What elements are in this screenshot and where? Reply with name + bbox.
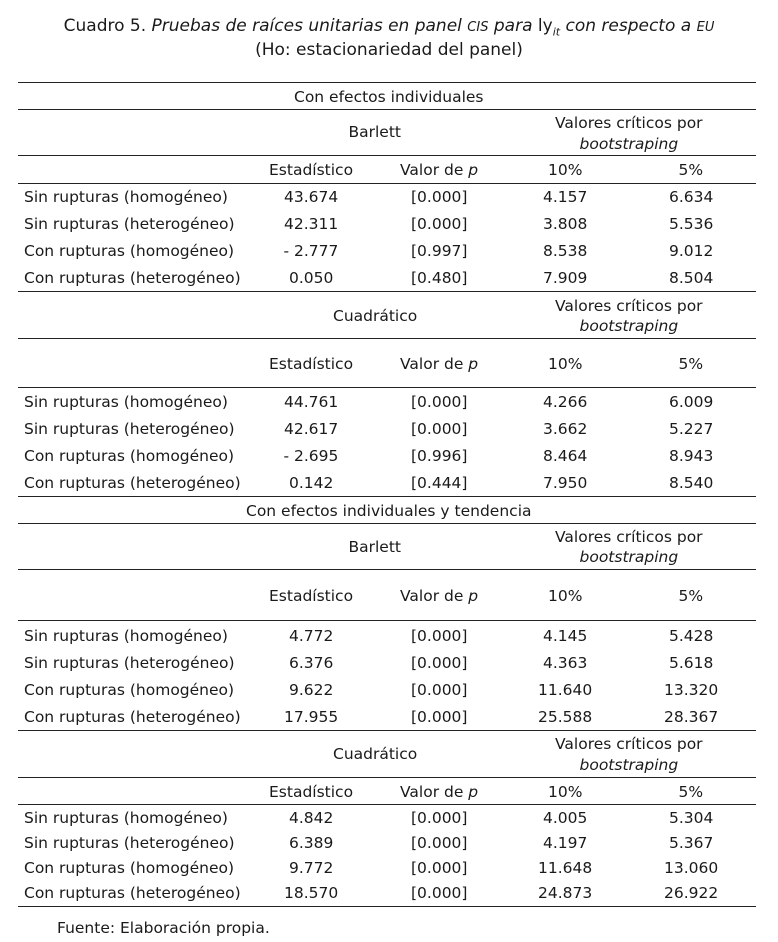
col-header-statistic: Estadístico <box>269 783 354 801</box>
panel-title: Con efectos individuales y tendencia <box>246 502 532 520</box>
bootstraping-label: bootstraping <box>579 317 679 335</box>
caption-smallcaps: CIS <box>467 20 489 35</box>
cell-critical-5: 6.634 <box>669 188 714 206</box>
cell-critical-10: 4.266 <box>543 393 588 411</box>
rule-header <box>18 804 756 805</box>
cell-critical-10: 3.662 <box>543 420 588 438</box>
cell-critical-5: 26.922 <box>664 884 719 902</box>
cell-critical-5: 5.618 <box>669 654 714 672</box>
col-header-5pct: 5% <box>678 783 704 801</box>
col-header-statistic: Estadístico <box>269 161 354 179</box>
row-label: Con rupturas (homogéneo) <box>24 242 235 260</box>
col-header-10pct: 10% <box>548 587 583 605</box>
cell-critical-10: 4.157 <box>543 188 588 206</box>
row-label: Sin rupturas (homogéneo) <box>24 188 228 206</box>
col-header-statistic: Estadístico <box>269 587 354 605</box>
cell-critical-5: 5.536 <box>669 215 714 233</box>
cell-statistic: 6.389 <box>289 834 334 852</box>
rule-header <box>18 387 756 388</box>
row-label: Sin rupturas (heterogéneo) <box>24 420 235 438</box>
rule-section <box>18 569 756 570</box>
rule-bottom <box>18 291 756 292</box>
row-label: Sin rupturas (homogéneo) <box>24 809 228 827</box>
cell-statistic: 9.772 <box>289 859 334 877</box>
cell-pvalue: [0.000] <box>411 654 468 672</box>
source-note: Fuente: Elaboración propia. <box>57 919 270 937</box>
cell-critical-5: 13.320 <box>664 681 719 699</box>
cell-critical-10: 4.363 <box>543 654 588 672</box>
cell-pvalue: [0.000] <box>411 215 468 233</box>
caption-prefix: Cuadro 5. <box>63 16 147 36</box>
cell-statistic: 0.050 <box>289 269 334 287</box>
cell-critical-5: 6.009 <box>669 393 714 411</box>
row-label: Sin rupturas (heterogéneo) <box>24 834 235 852</box>
cell-critical-10: 11.648 <box>538 859 593 877</box>
kernel-label: Cuadrático <box>333 307 418 325</box>
row-label: Con rupturas (heterogéneo) <box>24 708 241 726</box>
col-header-5pct: 5% <box>678 161 704 179</box>
cell-statistic: 4.842 <box>289 809 334 827</box>
row-label: Con rupturas (homogéneo) <box>24 859 235 877</box>
kernel-label: Cuadrático <box>333 745 418 763</box>
cell-statistic: 0.142 <box>289 474 334 492</box>
panel-title: Con efectos individuales <box>294 88 484 106</box>
cell-critical-10: 7.950 <box>543 474 588 492</box>
cell-statistic: 4.772 <box>289 627 334 645</box>
col-header-pvalue: Valor de p <box>400 587 479 605</box>
row-label: Sin rupturas (homogéneo) <box>24 627 228 645</box>
row-label: Sin rupturas (homogéneo) <box>24 393 228 411</box>
col-header-10pct: 10% <box>548 355 583 373</box>
col-header-statistic: Estadístico <box>269 355 354 373</box>
rule-section <box>18 777 756 778</box>
rule-top <box>18 82 756 83</box>
rule-header <box>18 183 756 184</box>
cell-statistic: - 2.695 <box>283 447 339 465</box>
cell-critical-10: 25.588 <box>538 708 593 726</box>
cell-critical-10: 4.197 <box>543 834 588 852</box>
col-header-5pct: 5% <box>678 355 704 373</box>
cell-statistic: 42.311 <box>284 215 339 233</box>
row-label: Con rupturas (heterogéneo) <box>24 474 241 492</box>
bootstraping-label: bootstraping <box>579 548 679 566</box>
cell-pvalue: [0.000] <box>411 188 468 206</box>
rule-panel <box>18 523 756 524</box>
cell-statistic: 42.617 <box>284 420 339 438</box>
cell-pvalue: [0.000] <box>411 834 468 852</box>
rule-panel <box>18 109 756 110</box>
cell-critical-10: 11.640 <box>538 681 593 699</box>
cell-pvalue: [0.444] <box>411 474 468 492</box>
cell-statistic: - 2.777 <box>283 242 339 260</box>
cell-pvalue: [0.000] <box>411 393 468 411</box>
cell-statistic: 43.674 <box>284 188 339 206</box>
cell-pvalue: [0.000] <box>411 884 468 902</box>
row-label: Con rupturas (heterogéneo) <box>24 269 241 287</box>
rule-bottom <box>18 496 756 497</box>
cell-critical-5: 8.540 <box>669 474 714 492</box>
rule-section <box>18 338 756 339</box>
cell-critical-10: 7.909 <box>543 269 588 287</box>
col-header-pvalue: Valor de p <box>400 355 479 373</box>
col-header-pvalue: Valor de p <box>400 161 479 179</box>
cell-critical-5: 5.367 <box>669 834 714 852</box>
cell-pvalue: [0.000] <box>411 681 468 699</box>
cell-critical-10: 4.005 <box>543 809 588 827</box>
row-label: Con rupturas (homogéneo) <box>24 447 235 465</box>
cell-pvalue: [0.480] <box>411 269 468 287</box>
cell-pvalue: [0.000] <box>411 420 468 438</box>
rule-bottom <box>18 730 756 731</box>
cell-pvalue: [0.000] <box>411 809 468 827</box>
cell-critical-10: 24.873 <box>538 884 593 902</box>
cell-statistic: 44.761 <box>284 393 339 411</box>
cell-critical-5: 5.428 <box>669 627 714 645</box>
cell-statistic: 6.376 <box>289 654 334 672</box>
cell-critical-5: 5.227 <box>669 420 714 438</box>
row-label: Con rupturas (homogéneo) <box>24 681 235 699</box>
bootstraping-label: bootstraping <box>579 135 679 153</box>
caption-suffix: con respecto a <box>565 16 692 36</box>
cell-critical-10: 8.538 <box>543 242 588 260</box>
cell-critical-5: 9.012 <box>669 242 714 260</box>
cell-statistic: 18.570 <box>284 884 339 902</box>
critical-values-header: Valores críticos por <box>555 297 703 315</box>
rule-header <box>18 620 756 621</box>
caption-subtitle: (Ho: estacionariedad del panel) <box>255 40 523 60</box>
critical-values-header: Valores críticos por <box>555 735 703 753</box>
cell-statistic: 9.622 <box>289 681 334 699</box>
caption-variable: $ly_{it}$ <box>537 16 561 39</box>
kernel-label: Barlett <box>348 123 402 141</box>
cell-critical-5: 13.060 <box>664 859 719 877</box>
cell-pvalue: [0.000] <box>411 859 468 877</box>
critical-values-header: Valores críticos por <box>555 114 703 132</box>
cell-critical-5: 8.943 <box>669 447 714 465</box>
critical-values-header: Valores críticos por <box>555 528 703 546</box>
col-header-pvalue: Valor de p <box>400 783 479 801</box>
cell-critical-5: 5.304 <box>669 809 714 827</box>
caption-italic: Pruebas de raíces unitarias en panel <box>151 16 462 36</box>
kernel-label: Barlett <box>348 538 402 556</box>
cell-critical-5: 8.504 <box>669 269 714 287</box>
cell-pvalue: [0.000] <box>411 708 468 726</box>
row-label: Sin rupturas (heterogéneo) <box>24 215 235 233</box>
col-header-5pct: 5% <box>678 587 704 605</box>
rule-bottom <box>18 906 756 907</box>
cell-pvalue: [0.000] <box>411 627 468 645</box>
bootstraping-label: bootstraping <box>579 756 679 774</box>
caption-para: para <box>493 16 533 36</box>
cell-pvalue: [0.997] <box>411 242 468 260</box>
row-label: Con rupturas (heterogéneo) <box>24 884 241 902</box>
cell-critical-10: 3.808 <box>543 215 588 233</box>
col-header-10pct: 10% <box>548 161 583 179</box>
cell-critical-10: 4.145 <box>543 627 588 645</box>
caption-country: EU <box>696 20 715 35</box>
cell-critical-5: 28.367 <box>664 708 719 726</box>
row-label: Sin rupturas (heterogéneo) <box>24 654 235 672</box>
cell-critical-10: 8.464 <box>543 447 588 465</box>
col-header-10pct: 10% <box>548 783 583 801</box>
cell-statistic: 17.955 <box>284 708 339 726</box>
rule-section <box>18 155 756 156</box>
cell-pvalue: [0.996] <box>411 447 468 465</box>
